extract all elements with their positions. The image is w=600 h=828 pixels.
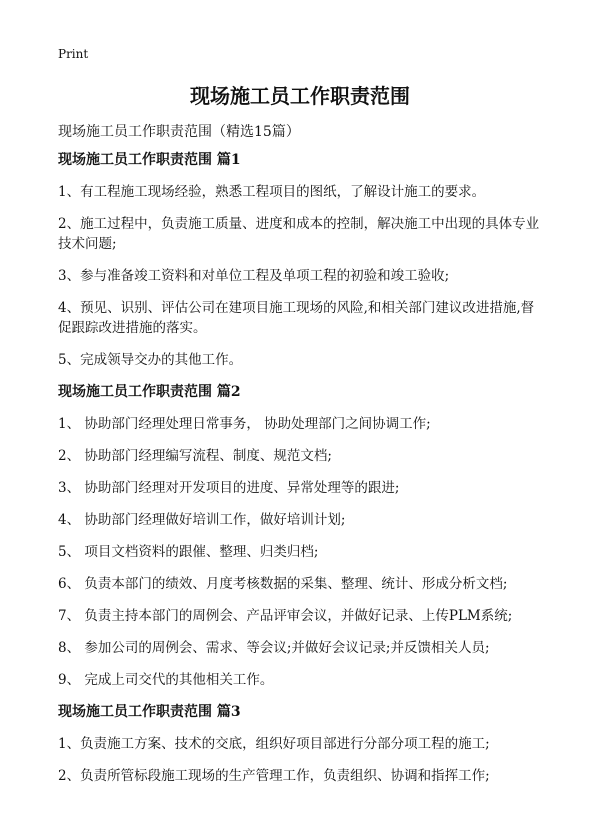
list-item: 4、 协助部门经理做好培训工作，做好培训计划;: [58, 512, 346, 528]
list-item: 7、 负责主持本部门的周例会、产品评审会议，并做好记录、上传PLM系统;: [58, 608, 513, 624]
list-item: 1、 协助部门经理处理日常事务， 协助处理部门之间协调工作;: [58, 416, 431, 432]
document-content: [58, 150, 542, 798]
list-item: 9、 完成上司交代的其他相关工作。: [58, 672, 274, 688]
list-item: 2、施工过程中，负责施工质量、进度和成本的控制，解决施工中出现的具体专业技术问题;: [58, 216, 540, 252]
list-item: 3、 协助部门经理对开发项目的进度、异常处理等的跟进;: [58, 480, 400, 496]
section-heading: 现场施工员工作职责范围 篇1: [58, 152, 241, 168]
list-item: 5、完成领导交办的其他工作。: [58, 352, 243, 368]
list-item: 2、 协助部门经理编写流程、制度、规范文档;: [58, 448, 332, 464]
section-heading: 现场施工员工作职责范围 篇2: [58, 384, 241, 400]
page-title: 现场施工员工作职责范围: [190, 84, 410, 108]
list-item: 4、预见、识别、评估公司在建项目施工现场的风险,和相关部门建议改进措施,督促跟踪改进措施的落实。: [58, 300, 535, 336]
list-item: 5、 项目文档资料的跟催、整理、归类归档;: [58, 544, 319, 560]
list-item: 1、有工程施工现场经验，熟悉工程项目的图纸，了解设计施工的要求。: [58, 184, 486, 200]
list-item: 1、负责施工方案、技术的交底，组织好项目部进行分部分项工程的施工;: [58, 736, 490, 752]
list-item: 8、 参加公司的周例会、需求、等会议;并做好会议记录;并反馈相关人员;: [58, 640, 490, 656]
list-item: 6、 负责本部门的绩效、月度考核数据的采集、整理、统计、形成分析文档;: [58, 576, 508, 592]
section-heading: 现场施工员工作职责范围 篇3: [58, 704, 241, 720]
print-label[interactable]: Print: [58, 47, 89, 61]
document-subtitle: 现场施工员工作职责范围（精选15篇）: [58, 124, 300, 140]
list-item: 2、负责所管标段施工现场的生产管理工作，负责组织、协调和指挥工作;: [58, 768, 490, 784]
list-item: 3、参与准备竣工资料和对单位工程及单项工程的初验和竣工验收;: [58, 268, 450, 284]
